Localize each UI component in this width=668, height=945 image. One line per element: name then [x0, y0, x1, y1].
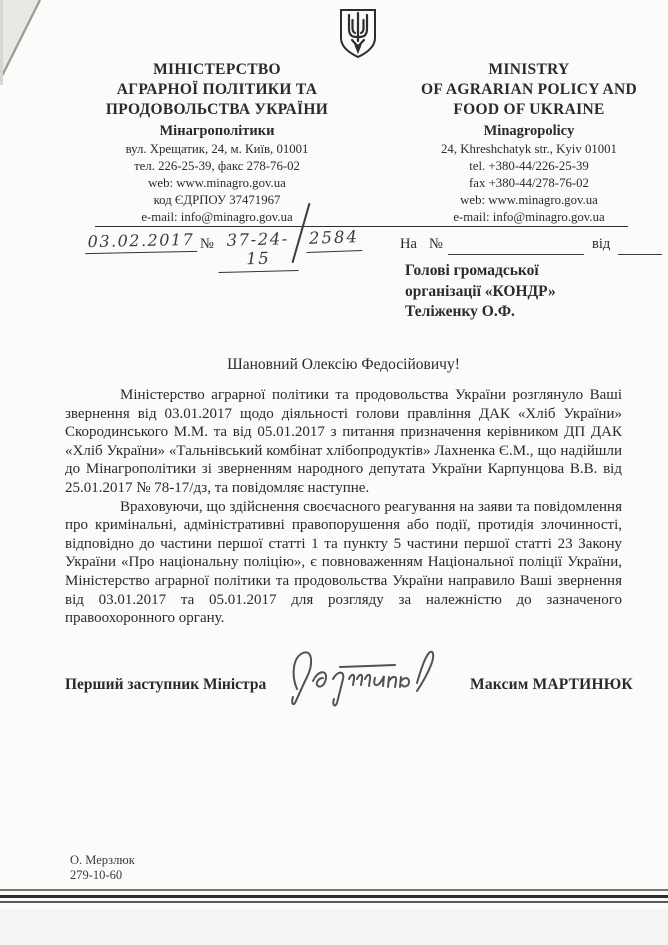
reply-to-label: На	[400, 236, 417, 252]
ministry-title-uk-line2: АГРАРНОЇ ПОЛІТИКИ ТА	[116, 81, 318, 98]
handwritten-signature	[283, 645, 455, 709]
address-en: 24, Khreshchatyk str., Kyiv 01001	[441, 142, 617, 156]
number-sign-label: №	[200, 236, 214, 252]
page-fold-corner	[0, 0, 60, 95]
website-en: web: www.minagro.gov.ua	[460, 193, 598, 207]
letter-body	[65, 386, 622, 628]
executor-block	[70, 853, 135, 883]
outgoing-number-part1-handwritten: 37-24-15	[217, 229, 298, 273]
scan-edge-line-1	[0, 889, 668, 891]
recipient-line2: організації «КОНДР»	[405, 282, 556, 300]
website-uk: web: www.minagro.gov.ua	[148, 176, 286, 190]
outgoing-number-part2-handwritten: 2584	[306, 227, 363, 253]
scanner-background-strip	[0, 909, 668, 945]
header-english-column	[398, 60, 660, 226]
ministry-title-uk-line3: ПРОДОВОЛЬСТВА УКРАЇНИ	[105, 101, 329, 118]
ministry-title-en-line1: MINISTRY	[488, 61, 570, 78]
scan-edge-lines	[0, 889, 668, 909]
reply-to-number-sign: №	[429, 236, 443, 252]
recipient-block	[405, 261, 556, 323]
outgoing-date-handwritten: 03.02.2017	[85, 230, 197, 254]
scan-edge-line-3	[0, 901, 668, 903]
email-en: e-mail: info@minagro.gov.ua	[453, 210, 605, 224]
from-date-blank-line	[618, 254, 662, 255]
body-paragraph-2: Враховуючи, що здійснення своєчасного реагування на заяви та повідомлення про кримінальні, адміністративні правопорушення або події, протидія злочинності, відповідно до частини першої статті 1 та пункту 5 частини першої статті 23 Закону України «Про національну поліцію», є повноваженням Національної поліції України, Міністерство аграрної політики та продовольства України направило Ваші звернення від 03.01.2017 та 05.01.2017 для розгляду за належністю до зазначеного правоохоронного органу.	[65, 498, 622, 627]
phone-en: tel. +380-44/226-25-39	[469, 159, 589, 173]
recipient-line3: Теліженку О.Ф.	[405, 303, 515, 320]
ministry-shortname-en: Minagropolicy	[483, 123, 575, 139]
executor-name: О. Мерзлюк	[70, 853, 135, 867]
email-uk: e-mail: info@minagro.gov.ua	[141, 210, 293, 224]
ministry-shortname-uk: Мінагрополітики	[159, 123, 275, 139]
ministry-title-uk-line1: МІНІСТЕРСТВО	[153, 61, 281, 78]
edrpou-code: код ЄДРПОУ 37471967	[153, 193, 281, 207]
salutation: Шановний Олексію Федосійовичу!	[227, 356, 460, 373]
ministry-title-en-line2: OF AGRARIAN POLICY AND	[420, 81, 637, 98]
address-uk: вул. Хрещатик, 24, м. Київ, 01001	[125, 142, 309, 156]
recipient-line1: Голові громадської	[405, 262, 539, 279]
signer-name: Максим МАРТИНЮК	[470, 676, 633, 693]
body-paragraph-1: Міністерство аграрної політики та продовольства України розглянуло Ваші звернення від 03.01.2017 щодо діяльності голови правління ДАК «Хліб України» Скородинського М.М. та від 05.01.2017 з питання призначення керівником ДП ДАК «Хліб України» «Тальнівський комбінат хлібопродуктів» Лахненка Є.М., що надійшли до Мінагрополітики зі зверненням народного депутата України Карпунцова В.В. від 25.01.2017 № 78-17/дз, та повідомляє наступне.	[65, 387, 622, 496]
phone-fax-uk: тел. 226-25-39, факс 278-76-02	[134, 159, 300, 173]
header-ukrainian-column	[78, 60, 356, 226]
fax-en: fax +380-44/278-76-02	[469, 176, 589, 190]
trident-emblem-icon	[336, 8, 380, 60]
signer-position: Перший заступник Міністра	[65, 676, 267, 693]
from-date-label: від	[592, 236, 611, 252]
ministry-title-en-line3: FOOD OF UKRAINE	[453, 101, 605, 118]
reply-number-blank-line	[448, 254, 584, 255]
scan-edge-line-2	[0, 895, 668, 898]
executor-phone: 279-10-60	[70, 868, 123, 882]
